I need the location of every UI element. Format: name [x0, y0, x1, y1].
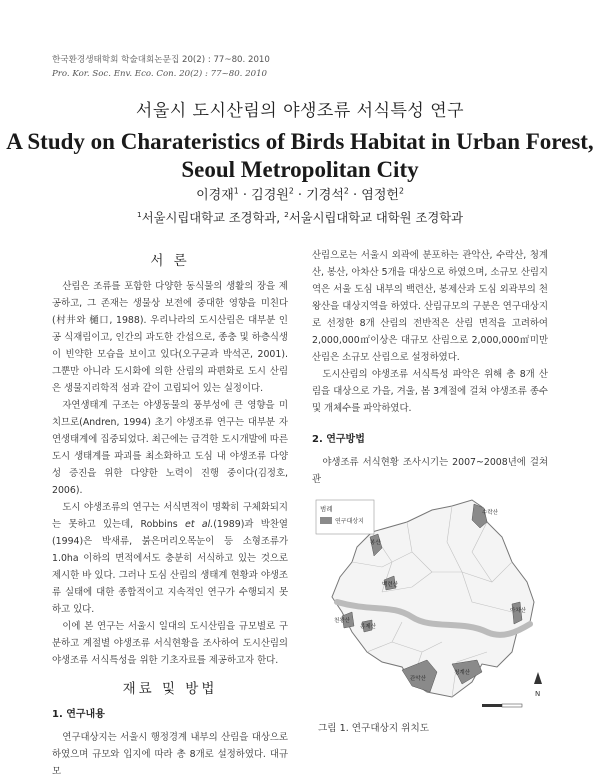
- author-name: 기경석: [306, 188, 344, 203]
- site-label: 청계산: [454, 670, 470, 676]
- affiliations: [0, 208, 600, 226]
- author-affiliation-mark: 2: [288, 186, 294, 196]
- title-korean: 서울시 도시산림의 야생조류 서식특성 연구: [135, 101, 465, 121]
- subsection-title: 1. 연구내용: [52, 709, 105, 720]
- paragraph-text: 도시 야생조류의 연구는 서식면적이 명확히 구체화되지는 못하고 있는데, Robbins: [52, 502, 288, 530]
- site-label: 봉제산: [360, 624, 376, 630]
- author-separator: ·: [238, 188, 252, 203]
- title-english-line1: A Study on Charateristics of Birds Habitat in Urban Forest,: [6, 129, 594, 154]
- site-label: 관악산: [410, 676, 426, 682]
- author-list: [0, 184, 600, 203]
- legend-title: 범례: [320, 505, 333, 513]
- affiliation-mark: 2: [284, 209, 289, 219]
- title-english: [0, 128, 600, 184]
- left-column: [52, 247, 288, 780]
- paragraph: 산림은 조류를 포함한 다양한 동식물의 생활의 장을 제공하고, 그 존재는 생물상 보전에 중대한 영향을 미친다(村井와 樋口, 1988). 우리나라의 도시산림은 대부분 인공 식재림이고, 인간의 과도한 간섭으로, 종충 및 하층식생이 빈약한 모습을 보이고 있다(오구균과 박석곤, 2001). 그뿐만 아니라 도시화에 의한 산림의 파편화로 도시 산림은 생물지리학적 섬과 같이 고립되어 있는 실정이다.: [52, 281, 288, 394]
- affiliation-2: 서울시립대학교 대학원 조경학과: [288, 211, 463, 225]
- affiliation-1: 서울시립대학교 조경학과,: [141, 211, 285, 225]
- author-affiliation-mark: 2: [343, 186, 349, 196]
- north-arrow-icon: [534, 672, 542, 698]
- site-label: 아차산: [510, 608, 526, 614]
- paragraph-italic: et al.: [185, 519, 214, 530]
- paragraph: 이에 본 연구는 서울시 일대의 도시산림을 규모별로 구분하고 계절별 야생조류 서식현황을 조사하여 도시산림의 야생조류 서식특성을 위한 기초자료를 제공하고자 한다.: [52, 621, 288, 666]
- title-english-line2: Seoul Metropolitan City: [181, 157, 419, 182]
- svg-text:N: N: [535, 690, 541, 698]
- journal-header: [52, 53, 270, 81]
- author-separator: ·: [348, 188, 362, 203]
- study-site-map: [312, 492, 548, 712]
- author-separator: ·: [293, 188, 307, 203]
- journal-line-ko: 한국환경생태학회 학술대회논문집 20(2) : 77~80. 2010: [52, 55, 270, 65]
- site-label: 천왕산: [334, 618, 350, 624]
- figure-caption: 그림 1. 연구대상지 위치도: [318, 723, 429, 734]
- site-label: 수락산: [482, 510, 498, 516]
- section-title-methods: 재료 및 방법: [122, 681, 218, 697]
- subsection-title: 2. 연구방법: [312, 434, 365, 445]
- paragraph: 도시산림의 야생조류 서식특성 파악은 위해 총 8개 산림을 대상으로 가을, 겨울, 봄 3계절에 걸쳐 야생조류 종수 및 개체수를 파악하였다.: [312, 369, 548, 414]
- paragraph-text: (1989)과 박찬열(1994)은 박새류, 붉은머리오목눈이 등 소형조류가 1.0ha 이하의 면적에서도 충분히 서식하고 있는 것으로 제시한 바 있다. 그러나 도심 산림의 생태계 현황과 야생조류 실태에 대한 종합적이고 지속적인 연구가 수행되지 못하고 있다.: [52, 519, 288, 615]
- site-label: 봉산: [370, 540, 381, 546]
- author-name: 염정헌: [361, 188, 399, 203]
- author-affiliation-mark: 1: [233, 186, 239, 196]
- author-name: 이경재: [196, 188, 234, 203]
- author-name: 김경원: [251, 188, 289, 203]
- site-label: 백련산: [382, 582, 398, 588]
- scale-bar: [482, 704, 522, 707]
- paragraph: 자연생태계 구조는 야생동물의 풍부성에 큰 영향을 미치므로(Andren, 1994) 초기 야생조류 연구는 대부분 자연생태계에 집중되었다. 최근에는 급격한 도시개발에 따른 도시 생태계를 파괴를 최소화하고 도심 내 야생조류 다양성 증진을 위한 다양한 노력이 진행 중이다(김정호, 2006).: [52, 400, 288, 496]
- author-affiliation-mark: 2: [398, 186, 404, 196]
- paragraph: 연구대상지는 서울시 행정경계 내부의 산림을 대상으로 하였으며 규모와 입지에 따라 총 8개로 설정하였다. 대규모: [52, 732, 288, 777]
- seoul-map-svg: [312, 492, 548, 712]
- right-column: [312, 247, 548, 488]
- section-title-introduction: 서 론: [150, 253, 190, 269]
- legend-item: 연구대상지: [335, 518, 364, 525]
- legend-swatch: [320, 517, 332, 524]
- paragraph: 야생조류 서식현황 조사시기는 2007~2008년에 걸쳐 관: [312, 457, 548, 485]
- affiliation-mark: 1: [137, 209, 142, 219]
- journal-line-en: Pro. Kor. Soc. Env. Eco. Con. 20(2) : 77~80. 2010: [52, 69, 268, 79]
- paragraph: 산림으로는 서울시 외곽에 분포하는 관악산, 수락산, 청계산, 봉산, 아차산 5개을 대상으로 하였으며, 소규모 산림지역은 서울 도심 내부의 백련산, 봉제산과 도심 외곽부의 천왕산을 대상지역을 하였다. 산림규모의 구분은 연구대상지로 선정한 8개 산림의 전반적은 산림 면적을 고려하여 2,000,000㎡이상은 대규모 산림으로 2,000,000㎡미만 산림은 소규모 산림으로 설정하였다.: [312, 250, 548, 363]
- paragraph: [52, 499, 288, 618]
